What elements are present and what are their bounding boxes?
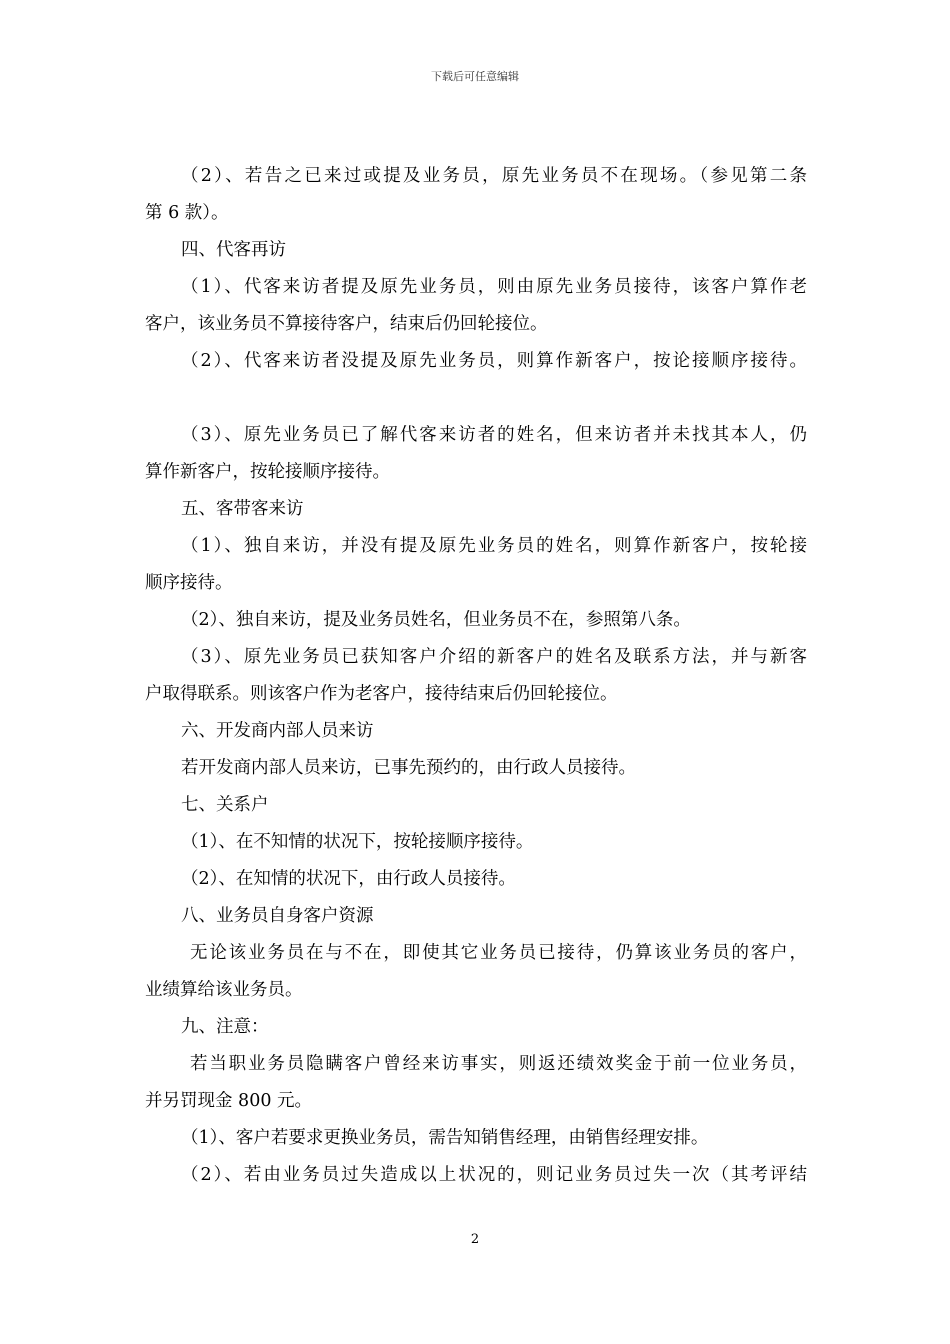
section-heading: 八、业务员自身客户资源: [181, 906, 374, 926]
paragraph-line: （1）、客户若要求更换业务员，需告知销售经理，由销售经理安排。: [181, 1128, 709, 1148]
paragraph-line: 客户，该业务员不算接待客户，结束后仍回轮接位。: [145, 314, 548, 334]
section-heading: 五、客带客来访: [181, 499, 304, 519]
paragraph-line: 并另罚现金 800 元。: [145, 1091, 313, 1111]
paragraph-line: 无论该业务员在与不在，即使其它业务员已接待，仍算该业务员的客户，: [190, 943, 807, 963]
blank-line: [145, 380, 807, 417]
paragraph-line: （2）、代客来访者没提及原先业务员，则算作新客户，按论接顺序接待。: [181, 351, 807, 371]
document-body: [145, 158, 807, 1194]
paragraph-line: （1）、代客来访者提及原先业务员，则由原先业务员接待，该客户算作老: [181, 277, 807, 297]
paragraph-line: （2）、独自来访，提及业务员姓名，但业务员不在，参照第八条。: [181, 610, 691, 630]
paragraph-line: 户取得联系。则该客户作为老客户，接待结束后仍回轮接位。: [145, 684, 618, 704]
section-heading: 六、开发商内部人员来访: [181, 721, 374, 741]
section-heading: 九、注意：: [181, 1017, 269, 1037]
paragraph-line: （2）、在知情的状况下，由行政人员接待。: [181, 869, 516, 889]
paragraph-line: 若当职业务员隐瞒客户曾经来访事实，则返还绩效奖金于前一位业务员，: [190, 1054, 807, 1074]
paragraph-line: （2）、若告之已来过或提及业务员，原先业务员不在现场。（参见第二条: [181, 166, 807, 186]
paragraph-line: 第 6 款）。: [145, 203, 229, 223]
section-heading: 四、代客再访: [181, 240, 286, 260]
section-heading: 七、关系户: [181, 795, 269, 815]
paragraph-line: 业绩算给该业务员。: [145, 980, 303, 1000]
page-header: 下载后可任意编辑: [431, 70, 519, 83]
page-number: 2: [470, 1232, 480, 1247]
paragraph-line: （3）、原先业务员已获知客户介绍的新客户的姓名及联系方法，并与新客: [181, 647, 807, 667]
paragraph-line: （3）、原先业务员已了解代客来访者的姓名，但来访者并未找其本人，仍: [181, 425, 807, 445]
paragraph-line: （1）、在不知情的状况下，按轮接顺序接待。: [181, 832, 534, 852]
paragraph-line: 若开发商内部人员来访，已事先预约的，由行政人员接待。: [181, 758, 636, 778]
paragraph-line: 算作新客户，按轮接顺序接待。: [145, 462, 390, 482]
paragraph-line: （1）、独自来访，并没有提及原先业务员的姓名，则算作新客户，按轮接: [181, 536, 807, 556]
paragraph-line: 顺序接待。: [145, 573, 233, 593]
paragraph-line: （2）、若由业务员过失造成以上状况的，则记业务员过失一次（其考评结: [181, 1165, 807, 1185]
